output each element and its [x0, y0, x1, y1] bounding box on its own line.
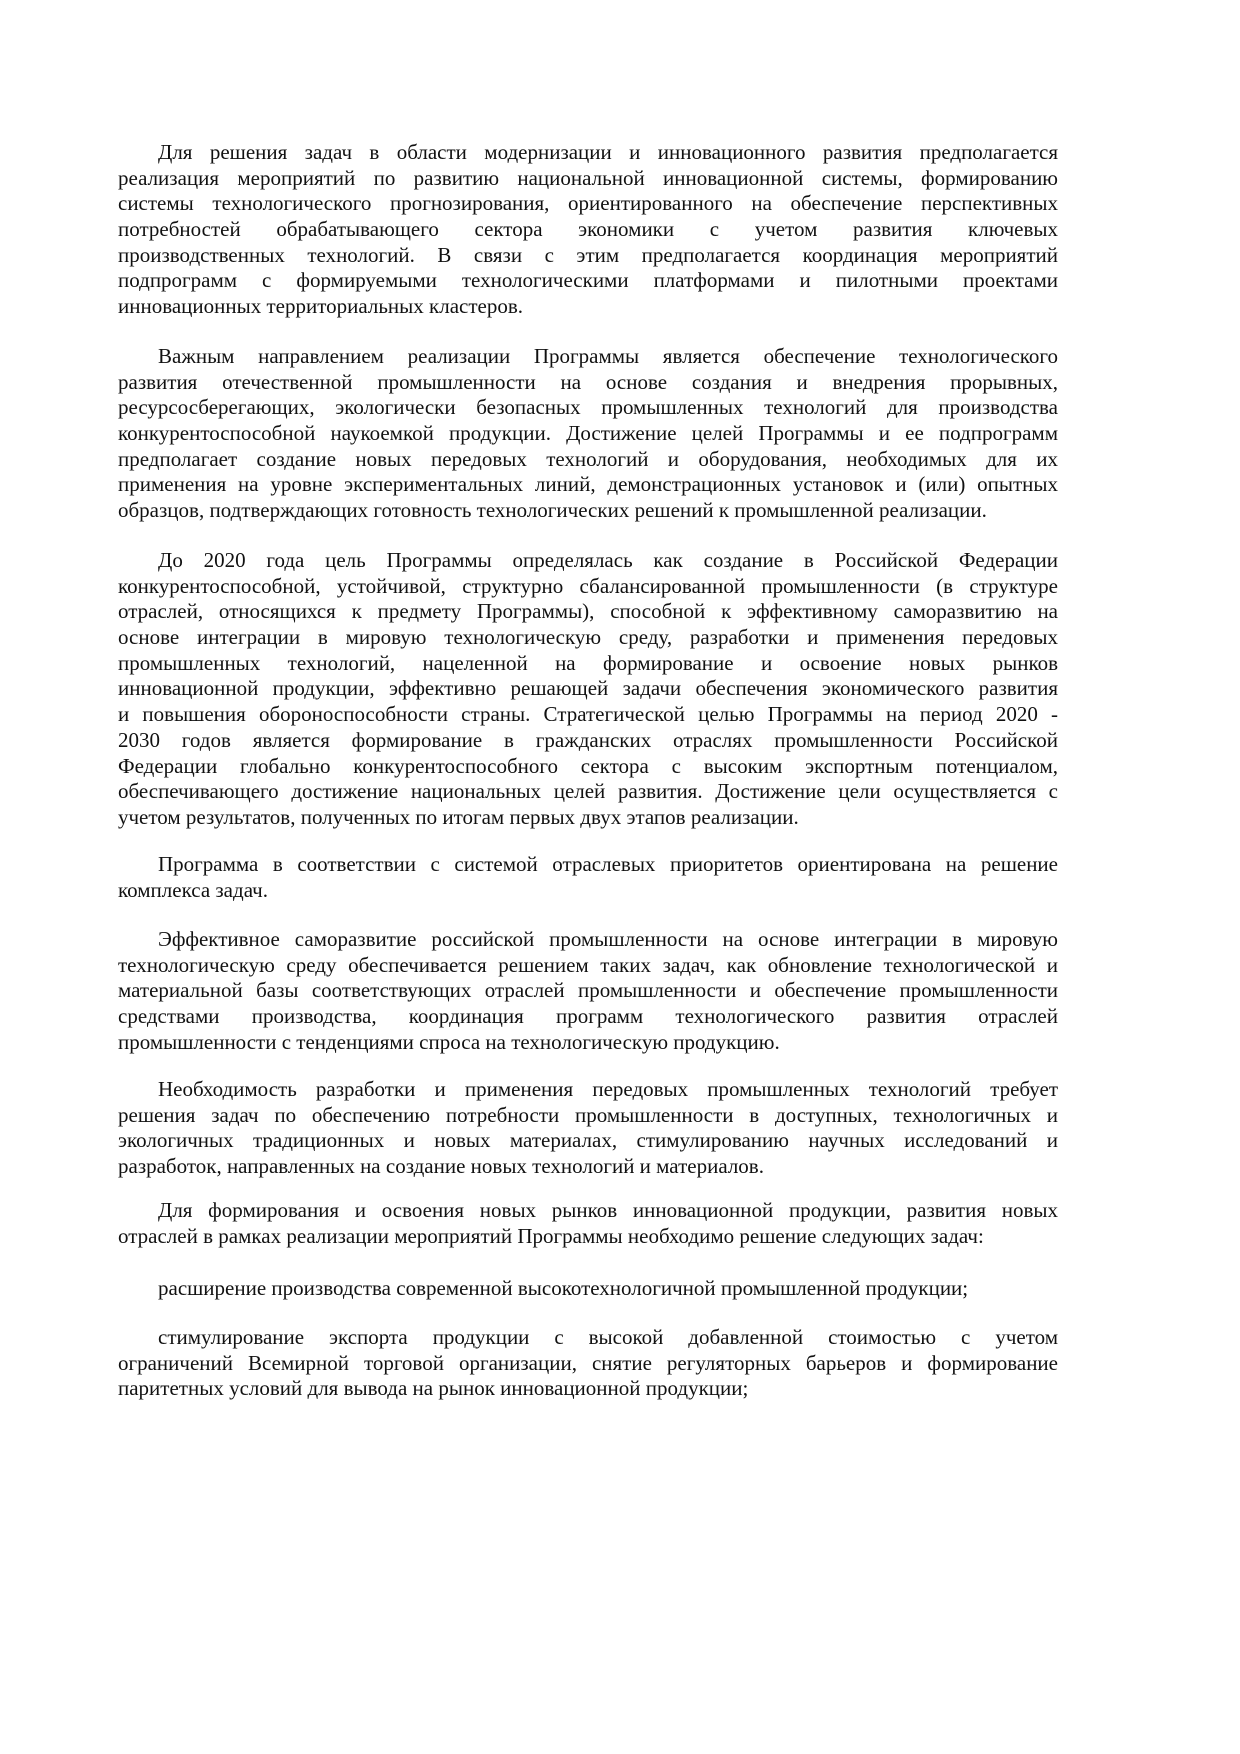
text-line: Программа в соответствии с системой отраслевых приоритетов ориентирована на решение: [158, 852, 1058, 876]
text-line: комплекса задач.: [118, 877, 268, 902]
paragraph: [118, 1077, 1058, 1180]
paragraph: [118, 927, 1058, 1055]
paragraph: [118, 548, 1058, 831]
paragraph: [118, 1276, 1058, 1302]
paragraph: [118, 140, 1058, 320]
text-line: основе интеграции в мировую технологическую среду, разработки и применения передовых: [118, 625, 1058, 650]
text-line: разработок, направленных на создание новых технологий и материалов.: [118, 1154, 764, 1179]
text-line: Эффективное саморазвитие российской промышленности на основе интеграции в мировую: [158, 927, 1058, 951]
text-line: 2030 годов является формирование в гражданских отраслях промышленности Российской: [118, 727, 1058, 752]
text-line: промышленных технологий, нацеленной на формирование и освоение новых рынков: [118, 650, 1058, 675]
text-line: образцов, подтверждающих готовность технологических решений к промышленной реализации.: [118, 498, 987, 523]
text-line: расширение производства современной высокотехнологичной промышленной продукции;: [158, 1276, 969, 1300]
text-line: обеспечивающего достижение национальных целей развития. Достижение цели осуществляется с: [118, 779, 1058, 804]
text-line: средствами производства, координация программ технологического развития отраслей: [118, 1004, 1058, 1029]
text-line: производственных технологий. В связи с этим предполагается координация мероприятий: [118, 242, 1058, 267]
paragraph: [118, 1198, 1058, 1249]
text-line: экологичных традиционных и новых материалах, стимулированию научных исследований и: [118, 1128, 1058, 1153]
text-line: инновационной продукции, эффективно решающей задачи обеспечения экономического развития: [118, 676, 1058, 701]
text-line: паритетных условий для вывода на рынок инновационной продукции;: [118, 1376, 749, 1401]
text-line: подпрограмм с формируемыми технологическими платформами и пилотными проектами: [118, 268, 1058, 293]
text-line: технологическую среду обеспечивается решением таких задач, как обновление технологической и: [118, 952, 1058, 977]
text-line: учетом результатов, полученных по итогам первых двух этапов реализации.: [118, 804, 799, 829]
text-line: реализация мероприятий по развитию национальной инновационной системы, формированию: [118, 165, 1058, 190]
text-line: решения задач по обеспечению потребности промышленности в доступных, технологичных и: [118, 1102, 1058, 1127]
text-line: До 2020 года цель Программы определялась как создание в Российской Федерации: [158, 548, 1058, 572]
text-line: применения на уровне экспериментальных линий, демонстрационных установок и (или) опытных: [118, 472, 1058, 497]
text-line: Важным направлением реализации Программы является обеспечение технологического: [158, 344, 1058, 368]
paragraph: [118, 1325, 1058, 1402]
text-line: материальной базы соответствующих отраслей промышленности и обеспечение промышленности: [118, 978, 1058, 1003]
text-line: ресурсосберегающих, экологически безопасных промышленных технологий для производства: [118, 395, 1058, 420]
text-line: системы технологического прогнозирования, ориентированного на обеспечение перспективных: [118, 191, 1058, 216]
text-line: развития отечественной промышленности на основе создания и внедрения прорывных,: [118, 369, 1058, 394]
text-line: предполагает создание новых передовых технологий и оборудования, необходимых для их: [118, 446, 1058, 471]
text-line: промышленности с тенденциями спроса на технологическую продукцию.: [118, 1029, 780, 1054]
text-line: потребностей обрабатывающего сектора экономики с учетом развития ключевых: [118, 217, 1058, 242]
text-line: Необходимость разработки и применения передовых промышленных технологий требует: [158, 1077, 1058, 1101]
text-line: и повышения обороноспособности страны. Стратегической целью Программы на период 2020 -: [118, 702, 1058, 727]
text-line: Для решения задач в области модернизации и инновационного развития предполагается: [158, 140, 1058, 164]
text-line: конкурентоспособной наукоемкой продукции. Достижение целей Программы и ее подпрограмм: [118, 421, 1058, 446]
text-line: отраслей, относящихся к предмету Программы), способной к эффективному саморазвитию на: [118, 599, 1058, 624]
paragraph: [118, 344, 1058, 524]
text-line: ограничений Всемирной торговой организации, снятие регуляторных барьеров и формирование: [118, 1350, 1058, 1375]
text-line: отраслей в рамках реализации мероприятий Программы необходимо решение следующих задач:: [118, 1223, 984, 1248]
text-line: инновационных территориальных кластеров.: [118, 294, 524, 319]
text-line: Для формирования и освоения новых рынков инновационной продукции, развития новых: [158, 1198, 1058, 1222]
text-line: конкурентоспособной, устойчивой, структурно сбалансированной промышленности (в структуре: [118, 573, 1058, 598]
paragraph: [118, 852, 1058, 903]
text-line: стимулирование экспорта продукции с высокой добавленной стоимостью с учетом: [158, 1325, 1058, 1349]
text-line: Федерации глобально конкурентоспособного сектора с высоким экспортным потенциалом,: [118, 753, 1058, 778]
